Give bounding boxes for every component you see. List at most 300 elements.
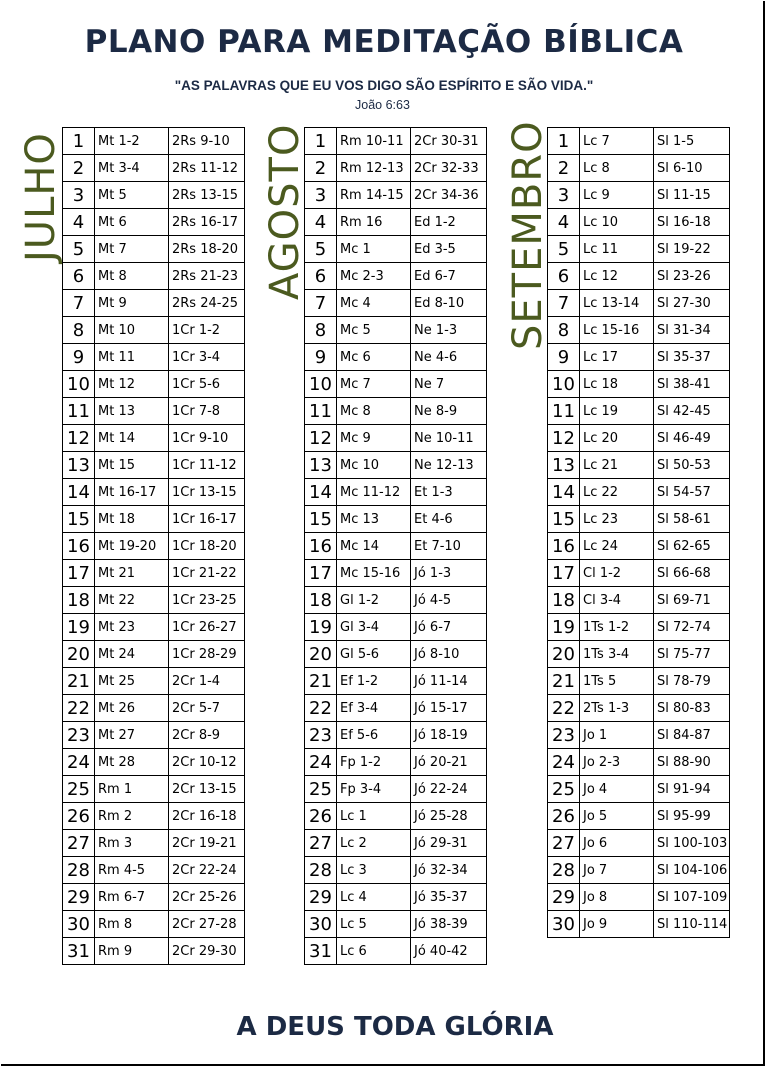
table-row [305, 722, 487, 749]
reading-new-testament: Ef 1-2 [337, 668, 411, 695]
table-row [548, 884, 730, 911]
reading-old-testament: Sl 107-109 [654, 884, 730, 911]
table-row [305, 425, 487, 452]
reading-old-testament: 2Cr 10-12 [169, 749, 245, 776]
table-row [63, 209, 245, 236]
reading-new-testament: Mt 5 [95, 182, 169, 209]
reading-new-testament: Fp 3-4 [337, 776, 411, 803]
day-number: 12 [548, 425, 580, 452]
reading-new-testament: Lc 18 [580, 371, 654, 398]
reading-old-testament: 1Cr 11-12 [169, 452, 245, 479]
day-number: 19 [548, 614, 580, 641]
table-row [548, 857, 730, 884]
day-number: 29 [548, 884, 580, 911]
reading-new-testament: Ef 3-4 [337, 695, 411, 722]
reading-old-testament: Sl 23-26 [654, 263, 730, 290]
month-label-setembro: SETEMBRO [505, 120, 551, 350]
table-row [548, 317, 730, 344]
day-number: 3 [548, 182, 580, 209]
reading-old-testament: Jó 40-42 [411, 938, 487, 965]
table-row [305, 641, 487, 668]
table-row [548, 749, 730, 776]
day-number: 9 [305, 344, 337, 371]
reading-old-testament: Ed 8-10 [411, 290, 487, 317]
reading-old-testament: Sl 104-106 [654, 857, 730, 884]
reading-new-testament: Lc 10 [580, 209, 654, 236]
table-row [305, 290, 487, 317]
day-number: 4 [305, 209, 337, 236]
reading-new-testament: Mt 18 [95, 506, 169, 533]
reading-old-testament: Ne 10-11 [411, 425, 487, 452]
reading-old-testament: Jó 11-14 [411, 668, 487, 695]
reading-old-testament: Sl 1-5 [654, 128, 730, 155]
day-number: 6 [548, 263, 580, 290]
table-row [548, 398, 730, 425]
reading-old-testament: 2Cr 29-30 [169, 938, 245, 965]
day-number: 24 [63, 749, 95, 776]
day-number: 16 [305, 533, 337, 560]
reading-old-testament: Ne 1-3 [411, 317, 487, 344]
day-number: 24 [548, 749, 580, 776]
reading-table-julho [62, 127, 245, 965]
reading-old-testament: Jó 4-5 [411, 587, 487, 614]
reading-old-testament: Sl 46-49 [654, 425, 730, 452]
table-row [548, 155, 730, 182]
day-number: 31 [63, 938, 95, 965]
table-row [305, 371, 487, 398]
day-number: 28 [548, 857, 580, 884]
reading-new-testament: Rm 14-15 [337, 182, 411, 209]
reading-old-testament: Jó 29-31 [411, 830, 487, 857]
table-row [63, 668, 245, 695]
table-row [63, 695, 245, 722]
day-number: 2 [548, 155, 580, 182]
reading-new-testament: Lc 13-14 [580, 290, 654, 317]
reading-old-testament: 2Cr 32-33 [411, 155, 487, 182]
reading-new-testament: Mc 9 [337, 425, 411, 452]
reading-old-testament: Ed 1-2 [411, 209, 487, 236]
day-number: 30 [548, 911, 580, 938]
day-number: 20 [63, 641, 95, 668]
table-row [548, 776, 730, 803]
reading-new-testament: Mt 19-20 [95, 533, 169, 560]
reading-new-testament: Jo 2-3 [580, 749, 654, 776]
day-number: 3 [305, 182, 337, 209]
day-number: 27 [305, 830, 337, 857]
reading-new-testament: Cl 1-2 [580, 560, 654, 587]
day-number: 30 [63, 911, 95, 938]
reading-new-testament: Mt 24 [95, 641, 169, 668]
day-number: 21 [548, 668, 580, 695]
reading-new-testament: Lc 1 [337, 803, 411, 830]
reading-new-testament: Jo 9 [580, 911, 654, 938]
reading-old-testament: Sl 42-45 [654, 398, 730, 425]
table-row [305, 830, 487, 857]
table-row [305, 776, 487, 803]
reading-new-testament: Rm 10-11 [337, 128, 411, 155]
reading-new-testament: 1Ts 1-2 [580, 614, 654, 641]
day-number: 15 [305, 506, 337, 533]
day-number: 7 [548, 290, 580, 317]
reading-old-testament: 2Rs 11-12 [169, 155, 245, 182]
table-row [548, 911, 730, 938]
day-number: 26 [548, 803, 580, 830]
reading-old-testament: Sl 38-41 [654, 371, 730, 398]
reading-new-testament: Rm 9 [95, 938, 169, 965]
table-row [548, 371, 730, 398]
table-row [548, 695, 730, 722]
reading-old-testament: 2Cr 22-24 [169, 857, 245, 884]
reading-old-testament: Jó 18-19 [411, 722, 487, 749]
quote-reference: João 6:63 [355, 98, 410, 112]
day-number: 18 [548, 587, 580, 614]
reading-new-testament: Mc 10 [337, 452, 411, 479]
table-row [63, 236, 245, 263]
reading-new-testament: Jo 6 [580, 830, 654, 857]
reading-old-testament: 1Cr 3-4 [169, 344, 245, 371]
table-row [63, 128, 245, 155]
reading-old-testament: Sl 27-30 [654, 290, 730, 317]
table-row [548, 263, 730, 290]
table-row [63, 560, 245, 587]
reading-new-testament: Mt 21 [95, 560, 169, 587]
day-number: 28 [63, 857, 95, 884]
reading-new-testament: Rm 8 [95, 911, 169, 938]
day-number: 4 [63, 209, 95, 236]
reading-old-testament: Jó 8-10 [411, 641, 487, 668]
table-row [63, 452, 245, 479]
reading-new-testament: Rm 2 [95, 803, 169, 830]
reading-new-testament: Lc 17 [580, 344, 654, 371]
reading-new-testament: Lc 6 [337, 938, 411, 965]
reading-old-testament: Sl 95-99 [654, 803, 730, 830]
reading-old-testament: 1Cr 21-22 [169, 560, 245, 587]
table-row [305, 479, 487, 506]
day-number: 22 [548, 695, 580, 722]
day-number: 15 [548, 506, 580, 533]
footer-text: A DEUS TODA GLÓRIA [236, 1012, 554, 1042]
reading-old-testament: Sl 84-87 [654, 722, 730, 749]
day-number: 29 [63, 884, 95, 911]
table-row [548, 344, 730, 371]
reading-old-testament: 1Cr 18-20 [169, 533, 245, 560]
reading-new-testament: Ef 5-6 [337, 722, 411, 749]
reading-old-testament: Sl 91-94 [654, 776, 730, 803]
reading-new-testament: Lc 12 [580, 263, 654, 290]
reading-old-testament: 2Cr 8-9 [169, 722, 245, 749]
reading-old-testament: 2Cr 5-7 [169, 695, 245, 722]
reading-old-testament: Et 7-10 [411, 533, 487, 560]
reading-new-testament: Lc 5 [337, 911, 411, 938]
reading-new-testament: Mt 22 [95, 587, 169, 614]
table-row [63, 155, 245, 182]
reading-old-testament: Sl 62-65 [654, 533, 730, 560]
table-row [548, 803, 730, 830]
reading-new-testament: Jo 7 [580, 857, 654, 884]
reading-old-testament: 1Cr 23-25 [169, 587, 245, 614]
page-title: PLANO PARA MEDITAÇÃO BÍBLICA [84, 24, 684, 60]
reading-old-testament: Sl 100-103 [654, 830, 730, 857]
table-row [548, 128, 730, 155]
table-row [63, 344, 245, 371]
table-row [548, 560, 730, 587]
table-row [305, 317, 487, 344]
reading-new-testament: Jo 4 [580, 776, 654, 803]
day-number: 11 [63, 398, 95, 425]
day-number: 14 [548, 479, 580, 506]
table-row [63, 641, 245, 668]
day-number: 12 [305, 425, 337, 452]
reading-old-testament: 2Rs 13-15 [169, 182, 245, 209]
reading-new-testament: Rm 3 [95, 830, 169, 857]
day-number: 2 [305, 155, 337, 182]
reading-old-testament: Sl 75-77 [654, 641, 730, 668]
table-row [548, 425, 730, 452]
table-row [548, 722, 730, 749]
day-number: 3 [63, 182, 95, 209]
day-number: 30 [305, 911, 337, 938]
day-number: 27 [548, 830, 580, 857]
table-row [63, 803, 245, 830]
reading-new-testament: Mt 12 [95, 371, 169, 398]
table-row [305, 128, 487, 155]
reading-new-testament: Mc 4 [337, 290, 411, 317]
day-number: 16 [63, 533, 95, 560]
reading-old-testament: Jó 15-17 [411, 695, 487, 722]
table-row [63, 938, 245, 965]
table-row [63, 290, 245, 317]
reading-new-testament: Lc 11 [580, 236, 654, 263]
reading-new-testament: Rm 12-13 [337, 155, 411, 182]
table-row [305, 938, 487, 965]
reading-old-testament: 1Cr 16-17 [169, 506, 245, 533]
day-number: 1 [305, 128, 337, 155]
table-row [63, 776, 245, 803]
reading-old-testament: Et 4-6 [411, 506, 487, 533]
table-row [548, 533, 730, 560]
table-row [548, 587, 730, 614]
day-number: 26 [63, 803, 95, 830]
day-number: 11 [548, 398, 580, 425]
reading-new-testament: Mt 13 [95, 398, 169, 425]
reading-new-testament: Mt 27 [95, 722, 169, 749]
reading-old-testament: 1Cr 7-8 [169, 398, 245, 425]
day-number: 14 [305, 479, 337, 506]
reading-new-testament: Jo 5 [580, 803, 654, 830]
reading-new-testament: Cl 3-4 [580, 587, 654, 614]
day-number: 8 [548, 317, 580, 344]
table-row [63, 749, 245, 776]
table-row [305, 560, 487, 587]
reading-new-testament: Mc 13 [337, 506, 411, 533]
table-row [305, 344, 487, 371]
reading-new-testament: Mc 6 [337, 344, 411, 371]
table-row [548, 641, 730, 668]
day-number: 13 [63, 452, 95, 479]
table-row [548, 236, 730, 263]
reading-new-testament: Mc 14 [337, 533, 411, 560]
day-number: 15 [63, 506, 95, 533]
table-row [63, 830, 245, 857]
reading-old-testament: 2Rs 21-23 [169, 263, 245, 290]
day-number: 13 [305, 452, 337, 479]
table-row [63, 317, 245, 344]
table-row [305, 749, 487, 776]
reading-new-testament: Mt 3-4 [95, 155, 169, 182]
reading-old-testament: Sl 19-22 [654, 236, 730, 263]
table-row [305, 668, 487, 695]
reading-old-testament: Sl 69-71 [654, 587, 730, 614]
day-number: 2 [63, 155, 95, 182]
reading-new-testament: Mt 8 [95, 263, 169, 290]
reading-new-testament: Mt 10 [95, 317, 169, 344]
reading-old-testament: 2Cr 1-4 [169, 668, 245, 695]
reading-new-testament: Lc 15-16 [580, 317, 654, 344]
reading-new-testament: Lc 22 [580, 479, 654, 506]
reading-new-testament: Mc 8 [337, 398, 411, 425]
table-row [305, 533, 487, 560]
reading-old-testament: Sl 50-53 [654, 452, 730, 479]
day-number: 22 [305, 695, 337, 722]
day-number: 7 [63, 290, 95, 317]
reading-old-testament: Sl 72-74 [654, 614, 730, 641]
day-number: 23 [63, 722, 95, 749]
reading-old-testament: Jó 32-34 [411, 857, 487, 884]
reading-new-testament: Mt 9 [95, 290, 169, 317]
day-number: 23 [548, 722, 580, 749]
table-row [63, 533, 245, 560]
table-row [63, 587, 245, 614]
day-number: 22 [63, 695, 95, 722]
reading-new-testament: Lc 4 [337, 884, 411, 911]
reading-old-testament: Jó 6-7 [411, 614, 487, 641]
reading-new-testament: Mt 14 [95, 425, 169, 452]
reading-old-testament: 2Cr 19-21 [169, 830, 245, 857]
reading-old-testament: Jó 38-39 [411, 911, 487, 938]
reading-old-testament: Sl 58-61 [654, 506, 730, 533]
reading-old-testament: Sl 80-83 [654, 695, 730, 722]
reading-new-testament: Mt 26 [95, 695, 169, 722]
reading-old-testament: 1Cr 13-15 [169, 479, 245, 506]
table-row [548, 614, 730, 641]
table-row [548, 830, 730, 857]
reading-old-testament: Ed 3-5 [411, 236, 487, 263]
reading-new-testament: Gl 5-6 [337, 641, 411, 668]
reading-new-testament: 1Ts 5 [580, 668, 654, 695]
table-row [305, 506, 487, 533]
reading-new-testament: Fp 1-2 [337, 749, 411, 776]
day-number: 14 [63, 479, 95, 506]
table-row [63, 614, 245, 641]
table-row [548, 506, 730, 533]
table-row [63, 263, 245, 290]
reading-new-testament: Rm 4-5 [95, 857, 169, 884]
day-number: 17 [63, 560, 95, 587]
reading-old-testament: Sl 35-37 [654, 344, 730, 371]
day-number: 25 [305, 776, 337, 803]
reading-old-testament: 2Rs 24-25 [169, 290, 245, 317]
reading-old-testament: Sl 78-79 [654, 668, 730, 695]
day-number: 29 [305, 884, 337, 911]
reading-old-testament: 1Cr 26-27 [169, 614, 245, 641]
reading-old-testament: Ne 4-6 [411, 344, 487, 371]
day-number: 9 [548, 344, 580, 371]
table-row [305, 884, 487, 911]
day-number: 24 [305, 749, 337, 776]
reading-new-testament: Gl 1-2 [337, 587, 411, 614]
reading-old-testament: Jó 35-37 [411, 884, 487, 911]
day-number: 18 [63, 587, 95, 614]
day-number: 18 [305, 587, 337, 614]
reading-old-testament: Ed 6-7 [411, 263, 487, 290]
table-row [305, 398, 487, 425]
day-number: 1 [63, 128, 95, 155]
reading-old-testament: Jó 20-21 [411, 749, 487, 776]
day-number: 28 [305, 857, 337, 884]
reading-old-testament: Sl 54-57 [654, 479, 730, 506]
reading-old-testament: Ne 7 [411, 371, 487, 398]
table-row [305, 155, 487, 182]
reading-new-testament: Gl 3-4 [337, 614, 411, 641]
day-number: 25 [63, 776, 95, 803]
reading-old-testament: 1Cr 1-2 [169, 317, 245, 344]
reading-new-testament: Rm 6-7 [95, 884, 169, 911]
table-row [63, 371, 245, 398]
reading-new-testament: Jo 8 [580, 884, 654, 911]
table-row [63, 182, 245, 209]
table-row [63, 884, 245, 911]
day-number: 25 [548, 776, 580, 803]
table-row [63, 722, 245, 749]
table-row [63, 425, 245, 452]
reading-old-testament: Sl 110-114 [654, 911, 730, 938]
day-number: 19 [63, 614, 95, 641]
reading-table-agosto [304, 127, 487, 965]
table-row [63, 911, 245, 938]
reading-old-testament: 2Cr 27-28 [169, 911, 245, 938]
reading-old-testament: 2Rs 9-10 [169, 128, 245, 155]
day-number: 10 [63, 371, 95, 398]
reading-old-testament: 1Cr 5-6 [169, 371, 245, 398]
table-row [305, 236, 487, 263]
table-row [305, 263, 487, 290]
reading-new-testament: Mc 5 [337, 317, 411, 344]
day-number: 1 [548, 128, 580, 155]
reading-new-testament: Rm 16 [337, 209, 411, 236]
day-number: 8 [305, 317, 337, 344]
day-number: 19 [305, 614, 337, 641]
reading-old-testament: 2Cr 13-15 [169, 776, 245, 803]
reading-old-testament: 2Cr 16-18 [169, 803, 245, 830]
reading-new-testament: Mt 11 [95, 344, 169, 371]
day-number: 6 [305, 263, 337, 290]
reading-new-testament: Mc 7 [337, 371, 411, 398]
reading-new-testament: Mt 16-17 [95, 479, 169, 506]
reading-new-testament: Mt 7 [95, 236, 169, 263]
reading-old-testament: Ne 12-13 [411, 452, 487, 479]
reading-new-testament: Mc 2-3 [337, 263, 411, 290]
day-number: 21 [305, 668, 337, 695]
reading-new-testament: Lc 3 [337, 857, 411, 884]
day-number: 10 [305, 371, 337, 398]
reading-old-testament: Jó 22-24 [411, 776, 487, 803]
day-number: 8 [63, 317, 95, 344]
table-row [548, 182, 730, 209]
day-number: 27 [63, 830, 95, 857]
day-number: 23 [305, 722, 337, 749]
reading-new-testament: Lc 20 [580, 425, 654, 452]
day-number: 11 [305, 398, 337, 425]
